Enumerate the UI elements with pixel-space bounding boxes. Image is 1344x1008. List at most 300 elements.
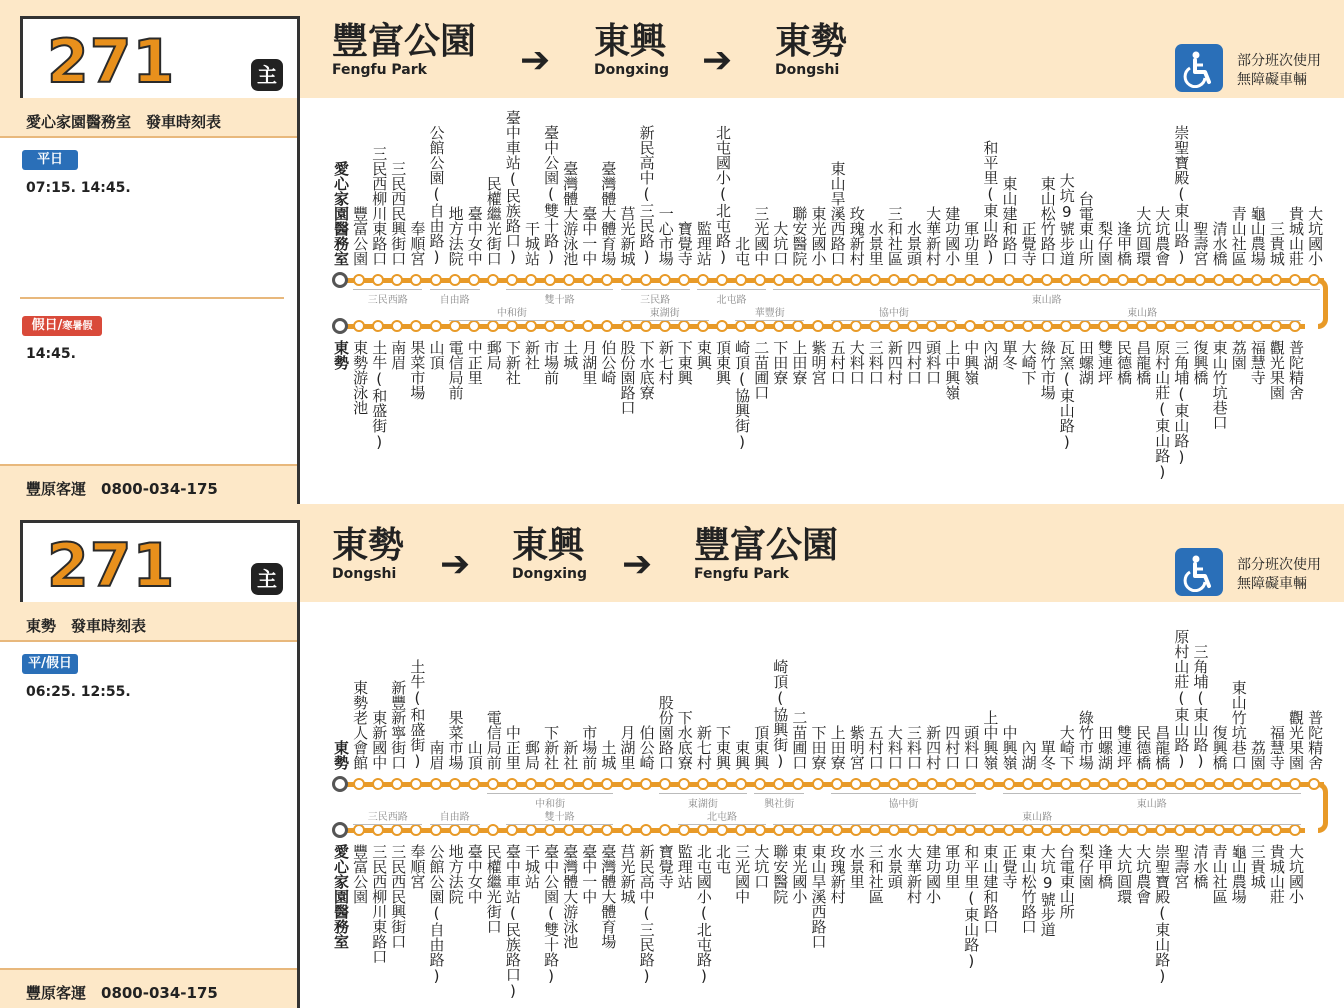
stop-marker xyxy=(582,778,594,790)
stop-name: 正覺寺 xyxy=(1019,221,1038,266)
stop-name: 昌龍橋 xyxy=(1153,725,1172,770)
stop-marker xyxy=(678,320,690,332)
stop-name: 田螺湖 xyxy=(1076,340,1095,385)
road-segment-label: 中和街 xyxy=(449,304,576,321)
stop-name: 大坑9號步道 xyxy=(1038,844,1057,937)
stop-name: 梨仔園 xyxy=(1076,844,1095,889)
stop-marker xyxy=(754,778,766,790)
stop-marker xyxy=(1041,320,1053,332)
stop-name: 上田寮 xyxy=(828,725,847,770)
accessibility-note xyxy=(1237,52,1321,90)
stop-marker xyxy=(1194,274,1206,286)
schedule-label: 平日 xyxy=(36,152,63,167)
stop-marker xyxy=(869,320,881,332)
accessibility-line2: 無障礙車輛 xyxy=(1237,72,1307,88)
stop-marker xyxy=(1041,274,1053,286)
stop-marker xyxy=(869,274,881,286)
stop-marker xyxy=(353,824,365,836)
stop-marker xyxy=(850,274,862,286)
stop-name: 水景頭 xyxy=(885,844,904,889)
schedule-label-small: 寒暑假 xyxy=(62,321,93,332)
stop-name: 月湖里 xyxy=(618,725,637,770)
stop-marker xyxy=(1270,824,1282,836)
stop-marker xyxy=(792,274,804,286)
stop-name: 新豐新寧街口 xyxy=(389,680,408,770)
stop-name: 青山社區 xyxy=(1229,206,1248,266)
stop-marker xyxy=(601,778,613,790)
stop-name: 崇聖寶殿(東山路) xyxy=(1172,125,1191,266)
stop-name: 三角埔(東山路) xyxy=(1172,340,1191,466)
stop-marker xyxy=(449,824,461,836)
stop-name: 東山松竹路口 xyxy=(1038,176,1057,266)
departure-times: 06:25. 12:55. xyxy=(26,684,131,700)
route-number: 271 xyxy=(47,531,176,601)
road-segment-label: 雙十路 xyxy=(506,808,614,825)
road-segment-label: 中和街 xyxy=(487,793,614,810)
road-segment-label: 東湖街 xyxy=(659,793,747,810)
stop-marker xyxy=(544,320,556,332)
stop-marker xyxy=(391,274,403,286)
stop-name: 大華新村 xyxy=(905,844,923,904)
operator-contact: 豐原客運 0800-034-175 xyxy=(26,984,218,1002)
stop-name: 綠竹市場 xyxy=(1038,340,1057,400)
stop-marker xyxy=(735,274,747,286)
stop-marker xyxy=(506,320,518,332)
stop-name: 荔園 xyxy=(1248,740,1267,770)
operator-footer xyxy=(0,968,297,1008)
stop-name: 郵局 xyxy=(484,340,503,370)
stop-name: 新七村 xyxy=(656,340,675,385)
stop-marker xyxy=(812,824,824,836)
stop-marker xyxy=(735,778,747,790)
stop-name: 三民西民興街口 xyxy=(389,844,408,949)
stop-marker xyxy=(926,824,938,836)
stop-name: 臺中車站(民族路口) xyxy=(503,110,522,266)
stop-marker xyxy=(1079,320,1091,332)
stop-name: 新四村 xyxy=(885,340,904,385)
stop-name: 土牛(和盛街) xyxy=(408,659,427,770)
stop-marker xyxy=(1194,778,1206,790)
stop-name: 崎頂(協興街) xyxy=(771,659,790,770)
stop-name: 崎頂(協興街) xyxy=(733,340,752,451)
stop-name: 水景里 xyxy=(847,844,866,889)
schedule-label: 假日/ xyxy=(31,318,63,333)
stop-marker xyxy=(582,274,594,286)
stop-name: 水景里 xyxy=(866,221,885,266)
stop-name: 下東興 xyxy=(675,340,694,385)
stop-name: 東山竹坑巷口 xyxy=(1229,680,1248,770)
stop-name: 三民西民興街口 xyxy=(389,161,408,266)
stop-marker xyxy=(869,778,881,790)
stop-name: 大料口 xyxy=(847,340,866,385)
stop-marker xyxy=(754,320,766,332)
stop-marker xyxy=(1232,320,1244,332)
stop-name: 臺中一中 xyxy=(580,844,599,904)
stop-name: 三料口 xyxy=(905,725,923,770)
stop-name: 東興 xyxy=(694,340,713,370)
stop-marker xyxy=(1079,274,1091,286)
stop-marker xyxy=(1003,778,1015,790)
stop-name: 監理站 xyxy=(694,221,713,266)
wheelchair-icon xyxy=(1175,548,1223,596)
accessibility-line1: 部分班次使用 xyxy=(1237,53,1321,69)
stop-name: 台電東山所 xyxy=(1076,191,1095,266)
stop-marker xyxy=(430,824,442,836)
road-segment-label: 北屯路 xyxy=(697,289,766,306)
stop-marker xyxy=(1289,274,1301,286)
stop-name: 建功國小 xyxy=(943,206,962,266)
timetable-title-bar xyxy=(0,98,297,138)
stop-name: 公館公園(自由路) xyxy=(427,844,446,985)
stop-marker xyxy=(1117,778,1129,790)
stop-name: 土城 xyxy=(599,740,618,770)
road-segment-label: 三民西路 xyxy=(353,289,422,306)
destination-name-zh: 東興 xyxy=(512,525,585,566)
stop-marker xyxy=(792,778,804,790)
stop-name: 下水底寮 xyxy=(675,710,694,770)
stop-marker xyxy=(831,274,843,286)
stop-marker xyxy=(659,824,671,836)
timetable-title: 愛心家園醫務室 發車時刻表 xyxy=(26,113,222,131)
stop-name: 二苗圃口 xyxy=(790,710,809,770)
stop-marker xyxy=(964,778,976,790)
stop-name: 紫明宮 xyxy=(809,340,828,385)
stop-name: 逢甲橋 xyxy=(1096,844,1114,889)
stop-marker xyxy=(621,320,633,332)
stop-marker xyxy=(563,320,575,332)
stop-name: 大坑國小 xyxy=(1287,844,1305,904)
stop-marker xyxy=(678,778,690,790)
stop-marker xyxy=(372,320,384,332)
stop-name: 臺灣體大體育場 xyxy=(599,161,618,266)
stop-marker xyxy=(831,320,843,332)
stop-name: 單冬 xyxy=(1038,740,1057,770)
stop-name: 干城站 xyxy=(523,221,541,266)
stop-name: 民德橋 xyxy=(1115,340,1134,385)
stop-name: 市場前 xyxy=(542,340,561,385)
stop-marker xyxy=(926,274,938,286)
stop-marker xyxy=(1308,274,1320,286)
stop-name: 股份園路口 xyxy=(656,695,675,770)
stop-name: 三料口 xyxy=(866,340,885,385)
stop-marker xyxy=(563,824,575,836)
stop-name: 內湖 xyxy=(1019,740,1038,770)
stop-marker xyxy=(1136,824,1148,836)
stop-name: 大坑圓環 xyxy=(1115,844,1134,904)
stop-name: 大坑9號步道 xyxy=(1057,173,1076,266)
road-segment-label: 華豐街 xyxy=(735,304,804,321)
stop-marker xyxy=(1174,320,1186,332)
stop-marker xyxy=(812,274,824,286)
stop-name: 綠竹市場 xyxy=(1076,710,1095,770)
stop-marker xyxy=(1155,778,1167,790)
stop-marker xyxy=(1251,320,1263,332)
schedule-label: 平/假日 xyxy=(28,656,72,671)
stop-name: 北屯國小(北屯路) xyxy=(714,125,732,266)
destination-name-en: Dongxing xyxy=(512,566,588,582)
destination-name-zh: 豐富公園 xyxy=(694,525,839,566)
operator-contact: 豐原客運 0800-034-175 xyxy=(26,480,218,498)
stop-name: 果菜市場 xyxy=(446,710,465,770)
stop-marker xyxy=(640,320,652,332)
stop-marker xyxy=(1098,778,1110,790)
stop-name: 愛心家園醫務室 xyxy=(332,161,350,266)
stop-name: 二苗圃口 xyxy=(752,340,771,400)
stop-marker xyxy=(1194,824,1206,836)
accessibility-line2: 無障礙車輛 xyxy=(1237,576,1307,592)
stop-name: 聯安醫院 xyxy=(771,844,790,904)
stop-name: 三和社區 xyxy=(885,206,904,266)
stop-name: 和平里(東山路) xyxy=(962,844,981,970)
route-number-box xyxy=(20,520,300,602)
stop-marker xyxy=(888,778,900,790)
operator-footer xyxy=(0,464,297,504)
stop-name: 臺中公園(雙十路) xyxy=(542,125,561,266)
stop-name: 大坑農會 xyxy=(1153,206,1172,266)
stop-marker xyxy=(1098,320,1110,332)
route-number: 271 xyxy=(47,27,176,97)
stop-name: 伯公崎 xyxy=(637,725,656,770)
stop-name: 單冬 xyxy=(1000,340,1019,370)
stop-name: 三民西柳川東路口 xyxy=(370,146,389,266)
stop-marker xyxy=(1060,824,1072,836)
direction-arrow-icon: ➔ xyxy=(702,40,733,81)
stop-marker xyxy=(582,320,594,332)
stop-name: 瓦窯(東山路) xyxy=(1057,340,1076,451)
stop-name: 東勢 xyxy=(332,340,350,370)
schedule-badge xyxy=(22,654,78,674)
direction-arrow-icon: ➔ xyxy=(622,544,653,585)
stop-name: 大坑圓環 xyxy=(1134,206,1153,266)
stop-name: 新民高中(三民路) xyxy=(637,844,656,985)
stop-marker xyxy=(754,274,766,286)
stop-name: 臺中一中 xyxy=(580,206,599,266)
stop-name: 頂東興 xyxy=(752,725,771,770)
route-main-badge: 主 xyxy=(251,563,283,595)
stop-name: 東勢老人會館 xyxy=(351,680,370,770)
stop-name: 三光國中 xyxy=(733,844,752,904)
stop-marker xyxy=(1213,824,1225,836)
stop-marker xyxy=(716,274,728,286)
stop-name: 土牛(和盛街) xyxy=(370,340,389,451)
stop-marker xyxy=(888,824,900,836)
stop-marker xyxy=(678,824,690,836)
stop-marker xyxy=(735,320,747,332)
stop-name: 三貴城 xyxy=(1248,844,1267,889)
direction-arrow-icon: ➔ xyxy=(440,544,471,585)
stop-name: 寶覺寺 xyxy=(675,221,694,266)
stop-marker xyxy=(468,824,480,836)
stop-marker xyxy=(964,824,976,836)
stop-name: 中正里 xyxy=(465,340,484,385)
accessibility-line1: 部分班次使用 xyxy=(1237,557,1321,573)
stop-marker xyxy=(1003,320,1015,332)
stop-name: 東新國中 xyxy=(370,710,389,770)
stop-marker xyxy=(773,320,785,332)
stop-name: 中興嶺 xyxy=(962,340,981,385)
stop-marker xyxy=(792,824,804,836)
road-segment-label: 東湖街 xyxy=(621,304,709,321)
stop-marker xyxy=(1041,824,1053,836)
road-segment-label: 自由路 xyxy=(430,808,480,825)
stop-marker xyxy=(945,778,957,790)
destination-name-en: Fengfu Park xyxy=(694,566,789,582)
stop-name: 土城 xyxy=(561,340,580,370)
stop-marker xyxy=(468,274,480,286)
stop-name: 原村山莊(東山路) xyxy=(1172,629,1191,770)
stop-name: 崇聖寶殿(東山路) xyxy=(1153,844,1172,985)
stop-marker xyxy=(1155,274,1167,286)
stop-marker xyxy=(430,778,442,790)
stop-name: 上田寮 xyxy=(790,340,809,385)
stop-name: 南眉 xyxy=(389,340,408,370)
route-header xyxy=(0,504,1344,602)
stop-name: 大坑國小 xyxy=(1306,206,1325,266)
stop-marker xyxy=(468,320,480,332)
stop-name: 豐富公園 xyxy=(351,206,370,266)
route-diagram xyxy=(300,602,1344,1008)
stop-marker xyxy=(601,274,613,286)
stop-marker xyxy=(735,824,747,836)
stop-name: 普陀精舍 xyxy=(1306,710,1325,770)
timetable-title-bar xyxy=(0,602,297,642)
stop-marker xyxy=(525,320,537,332)
stop-name: 貴城山莊 xyxy=(1287,206,1305,266)
destination-1 xyxy=(332,526,404,582)
road-segment-label: 東山路 xyxy=(773,289,1320,306)
stop-marker xyxy=(1251,274,1263,286)
road-segment-label: 雙十路 xyxy=(506,289,614,306)
stop-marker xyxy=(372,274,384,286)
stop-name: 民權繼光街口 xyxy=(484,176,503,266)
destination-2 xyxy=(512,526,587,582)
stop-name: 東光國小 xyxy=(790,844,809,904)
stop-marker xyxy=(1232,778,1244,790)
route-main-badge: 主 xyxy=(251,59,283,91)
stop-name: 上中興嶺 xyxy=(981,710,1000,770)
stop-marker xyxy=(945,274,957,286)
stop-name: 原村山莊(東山路) xyxy=(1153,340,1172,481)
stop-marker xyxy=(1079,778,1091,790)
stop-name: 南眉 xyxy=(427,740,446,770)
stop-marker xyxy=(621,824,633,836)
stop-marker xyxy=(1136,778,1148,790)
stop-marker xyxy=(487,274,499,286)
stop-marker xyxy=(1213,320,1225,332)
stop-name: 山頂 xyxy=(427,340,446,370)
stop-marker xyxy=(601,824,613,836)
stop-name: 臺灣體大體育場 xyxy=(599,844,618,949)
stop-marker xyxy=(1117,320,1129,332)
stop-name: 郵局 xyxy=(523,740,541,770)
destination-name-zh: 東勢 xyxy=(332,525,405,566)
stop-name: 月湖里 xyxy=(580,340,599,385)
stop-marker xyxy=(1060,274,1072,286)
stop-name: 東興 xyxy=(733,740,752,770)
stop-name: 新社 xyxy=(523,340,541,370)
stop-marker xyxy=(926,778,938,790)
stop-marker xyxy=(716,778,728,790)
destination-name-en: Dongshi xyxy=(775,62,840,78)
schedule-divider xyxy=(20,297,284,299)
stop-marker xyxy=(621,274,633,286)
stop-name: 復興橋 xyxy=(1210,725,1229,770)
stop-marker xyxy=(563,778,575,790)
stop-marker xyxy=(449,320,461,332)
stop-marker xyxy=(544,824,556,836)
stop-name: 股份園路口 xyxy=(618,340,637,415)
stop-name: 正覺寺 xyxy=(1000,844,1019,889)
road-segment-label: 東山路 xyxy=(983,304,1301,321)
stop-marker xyxy=(1270,274,1282,286)
stop-name: 新四村 xyxy=(924,725,943,770)
stop-marker xyxy=(1213,778,1225,790)
stop-name: 台電東山所 xyxy=(1057,844,1076,919)
stop-marker xyxy=(659,320,671,332)
stop-marker xyxy=(945,824,957,836)
stop-marker xyxy=(1232,824,1244,836)
route-loop-turn xyxy=(1318,782,1328,833)
stop-name: 龜山農場 xyxy=(1229,844,1248,904)
stop-marker xyxy=(831,778,843,790)
stop-marker xyxy=(1270,320,1282,332)
stop-name: 三光國中 xyxy=(752,206,771,266)
stop-name: 雙連坪 xyxy=(1115,725,1134,770)
stop-name: 下東興 xyxy=(714,725,732,770)
stop-name: 頭料口 xyxy=(962,725,981,770)
stop-name: 果菜市場 xyxy=(408,340,427,400)
stop-name: 豐富公園 xyxy=(351,844,370,904)
destination-3 xyxy=(694,526,838,582)
stop-marker xyxy=(372,824,384,836)
stop-marker xyxy=(332,272,348,288)
stop-marker xyxy=(506,778,518,790)
stop-marker xyxy=(1251,778,1263,790)
stop-marker xyxy=(964,274,976,286)
route-diagram xyxy=(300,98,1344,504)
stop-marker xyxy=(888,274,900,286)
stop-marker xyxy=(449,274,461,286)
stop-name: 三和社區 xyxy=(866,844,885,904)
stop-marker xyxy=(544,274,556,286)
schedule-badge xyxy=(22,150,78,170)
stop-name: 頂東興 xyxy=(714,340,732,385)
stop-marker xyxy=(907,320,919,332)
stop-marker xyxy=(506,274,518,286)
stop-marker xyxy=(391,824,403,836)
stop-name: 民權繼光街口 xyxy=(484,844,503,934)
stop-marker xyxy=(697,778,709,790)
stop-name: 逢甲橋 xyxy=(1115,221,1134,266)
stop-marker xyxy=(1003,274,1015,286)
destination-name-en: Fengfu Park xyxy=(332,62,427,78)
stop-name: 四村口 xyxy=(943,725,962,770)
stop-marker xyxy=(1308,778,1320,790)
stop-name: 大坑口 xyxy=(752,844,771,889)
route-number-box xyxy=(20,16,300,98)
stop-marker xyxy=(1270,778,1282,790)
timetable-sidebar xyxy=(0,98,300,504)
wheelchair-icon xyxy=(1175,44,1223,92)
stop-name: 建功國小 xyxy=(924,844,943,904)
stop-name: 中正里 xyxy=(503,725,522,770)
road-segment-label: 三民西路 xyxy=(353,808,422,825)
stop-name: 大坑農會 xyxy=(1134,844,1153,904)
stop-marker xyxy=(983,824,995,836)
stop-marker xyxy=(410,320,422,332)
schedule-badge xyxy=(22,316,102,336)
stop-marker xyxy=(1289,778,1301,790)
